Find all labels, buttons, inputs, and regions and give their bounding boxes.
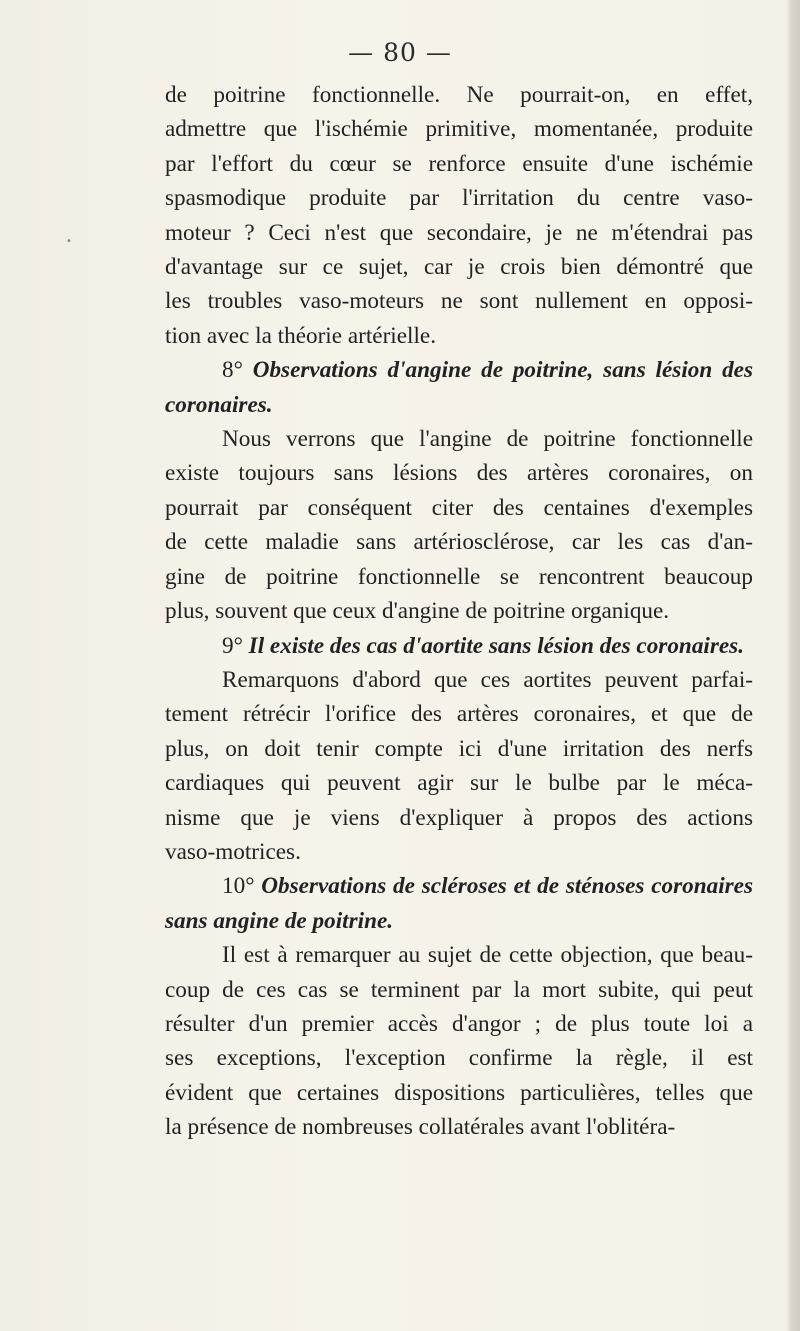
text-line: moteur ? Ceci n'est que secondaire, je ne m'étendrai pas (165, 219, 753, 246)
text-line: d'avantage sur ce sujet, car je crois bien démontré que (165, 254, 753, 281)
section-heading (165, 869, 753, 938)
text-line: existe toujours sans lésions des artères coronaires, on (165, 460, 753, 487)
heading-number: 9° (222, 632, 243, 659)
section-heading (165, 629, 753, 663)
page-text (165, 78, 753, 1145)
page-edge-shadow (786, 0, 800, 1331)
text-line: pourrait par conséquent citer des centaines d'exemples (165, 494, 753, 521)
text-line: gine de poitrine fonctionnelle se rencontrent beaucoup (165, 563, 753, 590)
text-line: résulter d'un premier accès d'angor ; de plus toute loi a (165, 1010, 753, 1037)
text-line: plus, on doit tenir compte ici d'une irritation des nerfs (165, 735, 753, 762)
heading-number: 8° (222, 357, 243, 384)
text-line: sans angine de poitrine. (165, 907, 394, 934)
text-line: plus, souvent que ceux d'angine de poitrine organique. (165, 598, 670, 625)
text-line: vaso-motrices. (165, 838, 301, 865)
text-line: 9° Il existe des cas d'aortite sans lésion des coronaires. (222, 632, 744, 659)
text-line: cardiaques qui peuvent agir sur le bulbe par le méca- (165, 770, 753, 797)
text-line: la présence de nombreuses collatérales avant l'oblitéra- (165, 1114, 676, 1141)
heading-number: 10° (222, 873, 255, 900)
text-line: par l'effort du cœur se renforce ensuite d'une ischémie (165, 150, 753, 177)
margin-mark: • (66, 236, 72, 247)
text-line: tion avec la théorie artérielle. (165, 322, 437, 349)
text-line: ses exceptions, l'exception confirme la règle, il est (165, 1045, 753, 1072)
body-paragraph (165, 422, 753, 628)
text-line: coup de ces cas se terminent par la mort subite, qui peut (165, 976, 753, 1003)
body-paragraph (165, 938, 753, 1144)
text-line: spasmodique produite par l'irritation du centre vaso- (165, 185, 753, 212)
page-number: — 80 — (348, 38, 452, 67)
text-line: 10° Observations de scléroses et de sténoses coronaires (222, 873, 753, 900)
text-line: coronaires. (165, 391, 273, 418)
text-line: évident que certaines dispositions particulières, telles que (165, 1079, 753, 1106)
section-heading (165, 353, 753, 422)
text-line: les troubles vaso-moteurs ne sont nullement en opposi- (165, 288, 753, 315)
text-line: de cette maladie sans artériosclérose, car les cas d'an- (165, 529, 753, 556)
text-line: tement rétrécir l'orifice des artères coronaires, et que de (165, 701, 753, 728)
text-line: Nous verrons que l'angine de poitrine fonctionnelle (222, 426, 753, 453)
text-line: 8° Observations d'angine de poitrine, sans lésion des (222, 357, 753, 384)
body-paragraph (165, 663, 753, 869)
text-line: de poitrine fonctionnelle. Ne pourrait-on, en effet, (165, 82, 753, 108)
text-line: Remarquons d'abord que ces aortites peuvent parfai- (222, 666, 753, 693)
body-paragraph (165, 78, 753, 353)
text-line: Il est à remarquer au sujet de cette objection, que beau- (222, 942, 753, 969)
text-line: nisme que je viens d'expliquer à propos des actions (165, 804, 753, 831)
text-line: admettre que l'ischémie primitive, momentanée, produite (165, 116, 753, 143)
